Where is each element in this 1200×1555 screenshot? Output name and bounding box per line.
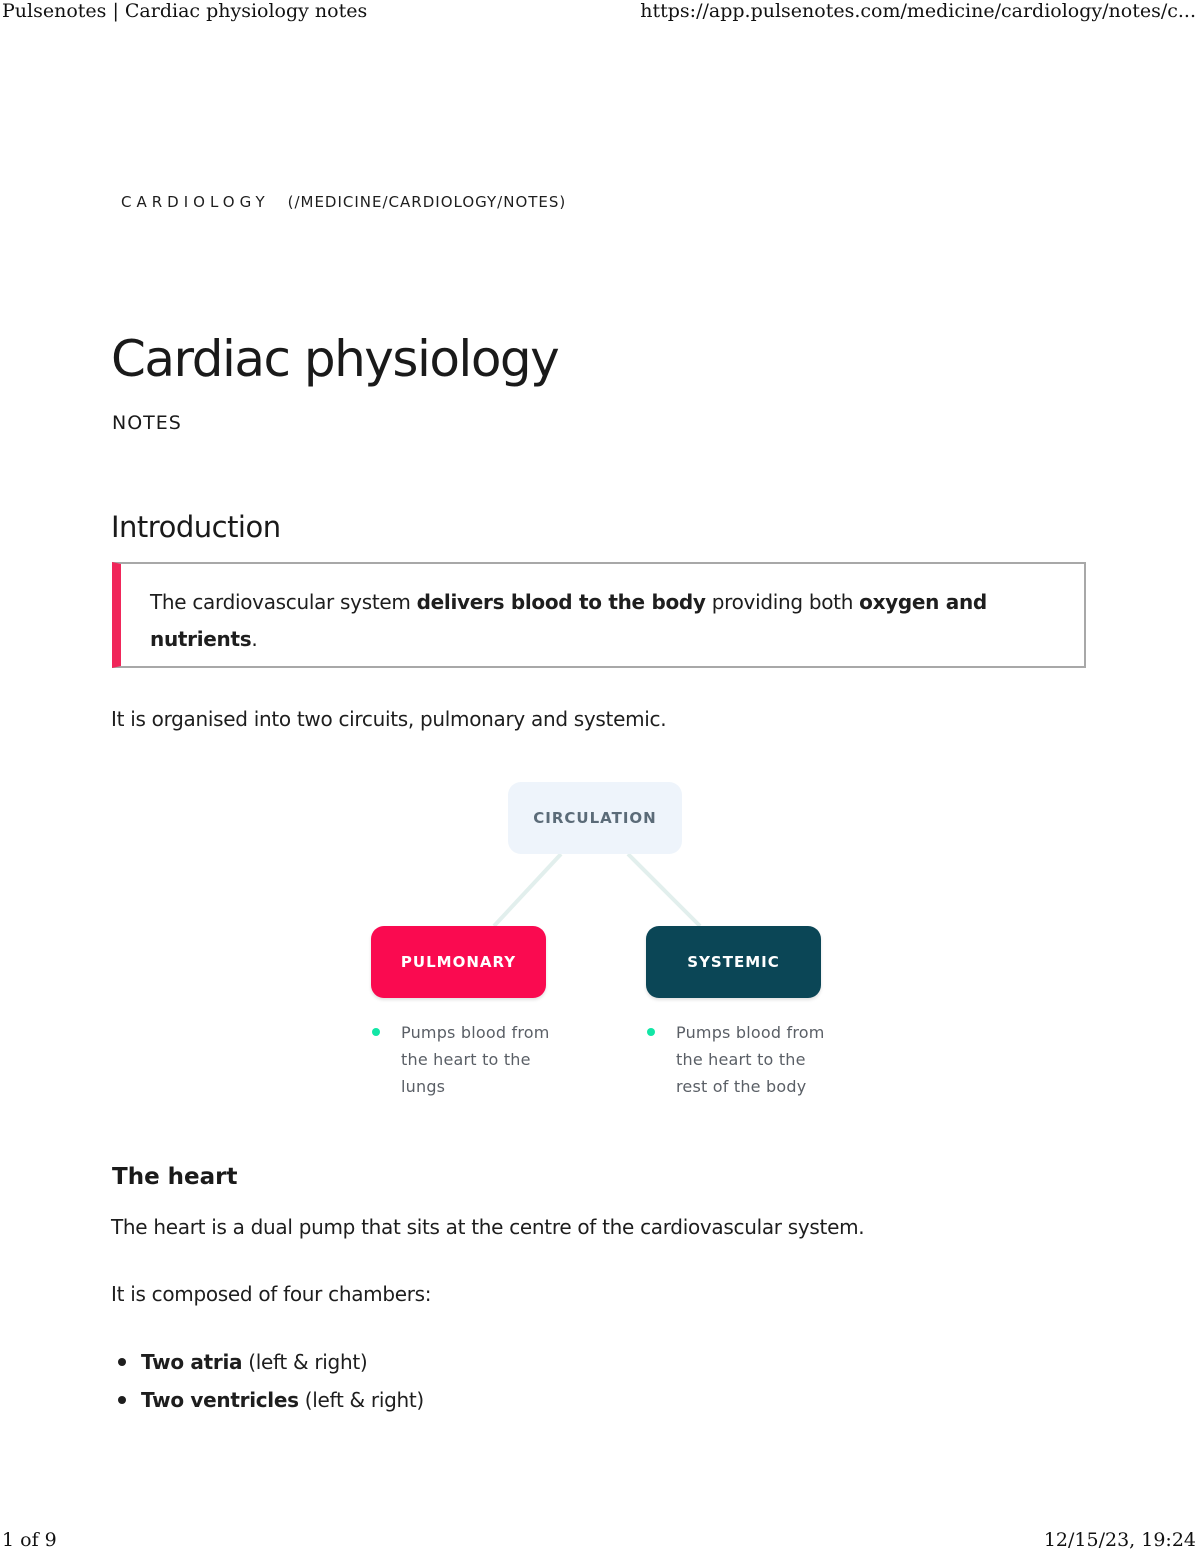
list-item — [112, 1343, 424, 1381]
breadcrumb-label[interactable]: CARDIOLOGY — [121, 193, 270, 211]
intro-callout — [112, 562, 1086, 668]
page-subtitle: NOTES — [112, 412, 182, 434]
systemic-note — [647, 1019, 827, 1100]
diagram-node-systemic: SYSTEMIC — [646, 926, 821, 998]
callout-bold-delivers: delivers blood to the body — [416, 590, 706, 614]
systemic-note-text: Pumps blood from the heart to the rest of the body — [676, 1023, 825, 1096]
list-item-rest: (left & right) — [242, 1350, 368, 1374]
print-header-url[interactable]: https://app.pulsenotes.com/medicine/cardiology/notes/c... — [640, 0, 1196, 22]
connector-systemic — [628, 854, 700, 926]
callout-text-part: providing both — [705, 590, 860, 614]
pulmonary-note-text: Pumps blood from the heart to the lungs — [401, 1023, 550, 1096]
list-item-bold: Two ventricles — [141, 1388, 299, 1412]
diagram-node-circulation: CIRCULATION — [508, 782, 682, 854]
breadcrumb-path: (/MEDICINE/CARDIOLOGY/NOTES) — [287, 193, 567, 211]
section-heading-introduction: Introduction — [111, 510, 281, 544]
list-item-rest: (left & right) — [298, 1388, 424, 1412]
print-footer — [0, 1529, 1200, 1555]
pulmonary-note — [372, 1019, 552, 1100]
callout-text-part: . — [251, 627, 258, 651]
intro-paragraph: It is organised into two circuits, pulmonary and systemic. — [111, 707, 667, 731]
print-datetime: 12/15/23, 19:24 — [1043, 1529, 1196, 1551]
heart-paragraph-2: It is composed of four chambers: — [111, 1282, 432, 1306]
chambers-list — [112, 1343, 424, 1419]
print-header-title: Pulsenotes | Cardiac physiology notes — [2, 0, 368, 22]
print-header — [0, 0, 1200, 26]
list-item-bold: Two atria — [141, 1350, 243, 1374]
diagram-node-pulmonary: PULMONARY — [371, 926, 546, 998]
page-number: 1 of 9 — [2, 1529, 57, 1551]
callout-text-part: The cardiovascular system — [150, 590, 417, 614]
bullet-icon — [118, 1396, 126, 1404]
callout-text — [150, 584, 1004, 658]
bullet-icon — [118, 1358, 126, 1366]
list-item — [112, 1381, 424, 1419]
section-heading-the-heart: The heart — [112, 1164, 238, 1190]
breadcrumb — [121, 193, 566, 211]
callout-bold-oxygen: oxygen and nutrients — [150, 590, 987, 651]
heart-paragraph-1: The heart is a dual pump that sits at the centre of the cardiovascular system. — [111, 1215, 865, 1239]
bullet-dot-icon — [372, 1028, 380, 1036]
connector-pulmonary — [494, 854, 561, 926]
bullet-dot-icon — [647, 1028, 655, 1036]
page-title: Cardiac physiology — [111, 330, 559, 388]
